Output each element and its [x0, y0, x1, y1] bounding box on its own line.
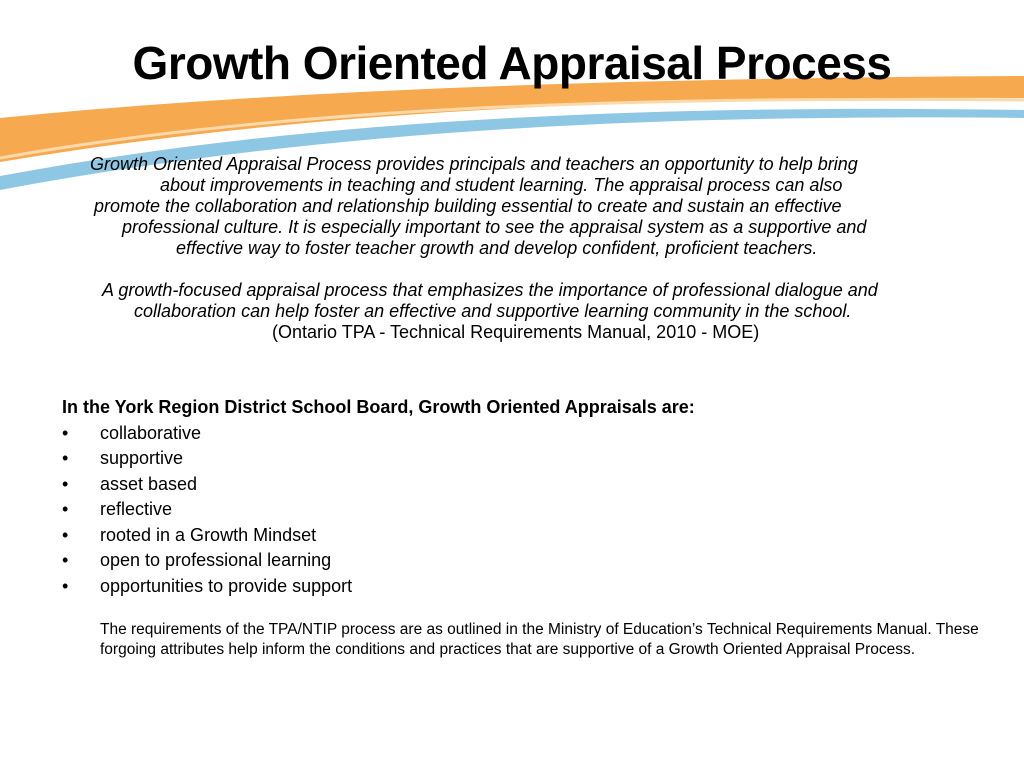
- intro-line-3: promote the collaboration and relationship building essential to create and sustain an effective: [94, 196, 842, 216]
- quote-line-2: collaboration can help foster an effective and supportive learning community in the school.: [134, 301, 852, 321]
- requirements-note: The requirements of the TPA/NTIP process are as outlined in the Ministry of Education’s Technical Requirements Manual. These forgoing attributes help inform the conditions and practices that are supportive of a Growth Oriented Appraisal Process.: [100, 621, 979, 658]
- citation: (Ontario TPA - Technical Requirements Manual, 2010 - MOE): [272, 322, 760, 342]
- board-lead: In the York Region District School Board, Growth Oriented Appraisals are:: [62, 397, 695, 417]
- list-item: • open to professional learning: [62, 548, 1002, 574]
- quote-line-1: A growth-focused appraisal process that emphasizes the importance of professional dialogue and: [102, 280, 878, 300]
- bullet-icon: •: [62, 524, 69, 545]
- board-section: [62, 395, 1002, 599]
- intro-line-5: effective way to foster teacher growth and develop confident, proficient teachers.: [176, 238, 818, 258]
- slide-title: Growth Oriented Appraisal Process: [132, 37, 892, 89]
- list-item: • opportunities to provide support: [62, 574, 1002, 600]
- attributes-list: [62, 421, 1002, 600]
- bullet-icon: •: [62, 499, 69, 519]
- intro-section: [60, 154, 1010, 343]
- list-item: • asset based: [62, 472, 1002, 498]
- bullet-icon: •: [62, 448, 69, 468]
- list-item: • collaborative: [62, 421, 1002, 447]
- list-item: • supportive: [62, 446, 1002, 472]
- intro-line-2: about improvements in teaching and student learning. The appraisal process can also: [160, 175, 843, 195]
- intro-line-4: professional culture. It is especially important to see the appraisal system as a supportive and: [122, 217, 867, 237]
- list-item: • rooted in a Growth Mindset: [62, 523, 1002, 549]
- intro-line-1: Growth Oriented Appraisal Process provides principals and teachers an opportunity to help bring: [90, 154, 858, 174]
- list-item: • reflective: [62, 497, 1002, 523]
- bullet-icon: •: [62, 473, 69, 494]
- bullet-icon: •: [62, 575, 69, 596]
- bullet-icon: •: [62, 422, 69, 443]
- bullet-icon: •: [62, 550, 69, 570]
